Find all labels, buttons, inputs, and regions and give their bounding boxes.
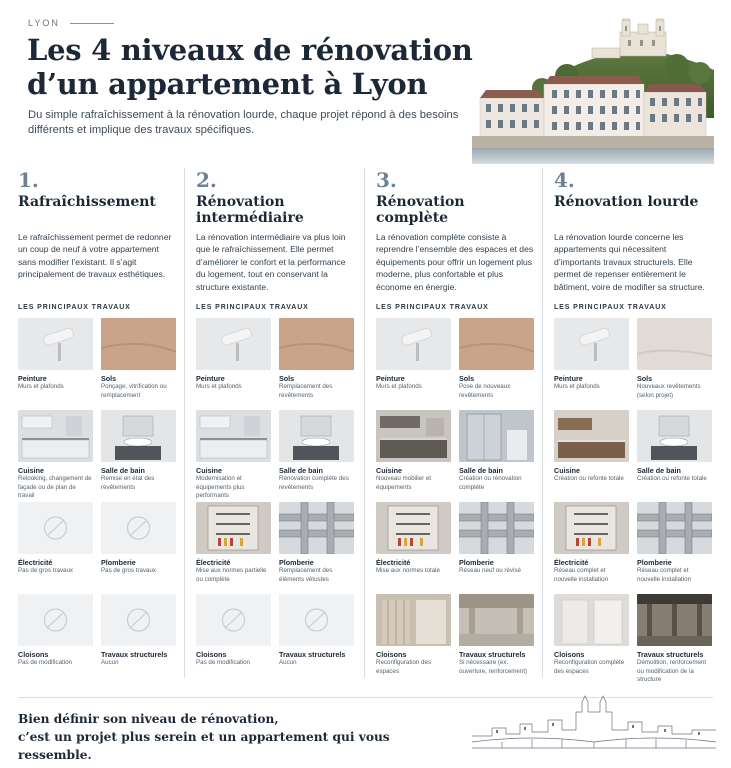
travaux-image-elec [196, 502, 271, 554]
travaux-name: Travaux structurels [637, 650, 704, 659]
travaux-description: Ponçage, vitrification ou remplacement [101, 383, 167, 399]
travaux-image-elec [554, 502, 629, 554]
travaux-image-none [18, 502, 93, 554]
level-column-2 [196, 168, 356, 680]
travaux-image-kitchen-dark [376, 410, 451, 462]
travaux-image-bath [279, 410, 354, 462]
travaux-description: Murs et plafonds [196, 383, 242, 390]
travaux-description: Modernisation et équipements plus performants [196, 475, 245, 500]
travaux-image-none [101, 502, 176, 554]
travaux-name: Électricité [554, 558, 589, 567]
travaux-image-none [279, 594, 354, 646]
travaux-item [101, 502, 176, 576]
travaux-description: Nouveau mobilier et équipements [376, 475, 432, 491]
travaux-item [279, 594, 354, 668]
page-subtitle: Du simple rafraîchissement à la rénovation lourde, chaque projet répond à des besoins différents et implique des travaux spécifiques. [28, 109, 459, 136]
travaux-image-pipes [279, 502, 354, 554]
travaux-item [279, 410, 354, 492]
travaux-item [376, 318, 451, 392]
travaux-name: Cloisons [18, 650, 49, 659]
travaux-image-floor [459, 318, 534, 370]
travaux-item [637, 594, 712, 685]
travaux-item [554, 318, 629, 392]
travaux-description: Pas de gros travaux [101, 567, 157, 574]
travaux-description: Reconfiguration complète des espaces [554, 659, 625, 675]
travaux-item [554, 502, 629, 584]
travaux-item [637, 318, 712, 400]
travaux-image-kitchen [18, 410, 93, 462]
travaux-description: Nouveaux revêtements (selon projet) [637, 383, 701, 399]
travaux-name: Sols [637, 374, 653, 383]
travaux-image-pipes [459, 502, 534, 554]
level-title: Rénovation complète [376, 194, 465, 226]
travaux-name: Cloisons [376, 650, 407, 659]
travaux-image-none [101, 594, 176, 646]
travaux-description: Réseau neuf ou révisé [459, 567, 521, 574]
travaux-item [18, 594, 93, 668]
travaux-description: Murs et plafonds [376, 383, 422, 390]
travaux-name: Peinture [376, 374, 405, 383]
level-number: 3. [376, 168, 397, 192]
travaux-heading: LES PRINCIPAUX TRAVAUX [196, 304, 309, 311]
travaux-name: Plomberie [459, 558, 494, 567]
travaux-description: Pas de modification [18, 659, 72, 666]
travaux-item [376, 410, 451, 492]
travaux-item [101, 318, 176, 400]
travaux-image-kitchen [196, 410, 271, 462]
travaux-name: Cuisine [18, 466, 44, 475]
travaux-image-floor [279, 318, 354, 370]
level-title: Rafraîchissement [18, 194, 156, 210]
kicker [28, 18, 114, 28]
travaux-item [18, 318, 93, 392]
level-number: 1. [18, 168, 39, 192]
travaux-item [376, 502, 451, 576]
travaux-image-none [196, 594, 271, 646]
travaux-item [18, 502, 93, 576]
travaux-name: Travaux structurels [459, 650, 526, 659]
travaux-item [637, 502, 712, 584]
travaux-image-walls [376, 594, 451, 646]
travaux-name: Plomberie [279, 558, 314, 567]
travaux-item [101, 410, 176, 492]
travaux-item [279, 502, 354, 584]
travaux-item [101, 594, 176, 668]
footer-message [18, 710, 438, 764]
travaux-item [279, 318, 354, 400]
travaux-image-struct-dark [637, 594, 712, 646]
travaux-name: Électricité [18, 558, 53, 567]
travaux-description: Aucun [279, 659, 297, 666]
travaux-name: Cuisine [554, 466, 580, 475]
travaux-name: Salle de bain [101, 466, 145, 475]
travaux-description: Remise en état des revêtements [101, 475, 155, 491]
travaux-description: Création ou refonte totale [637, 475, 707, 482]
travaux-name: Électricité [376, 558, 411, 567]
kicker-rule [70, 23, 114, 24]
travaux-description: Murs et plafonds [554, 383, 600, 390]
travaux-item [637, 410, 712, 484]
travaux-item [18, 410, 93, 501]
travaux-image-paint [18, 318, 93, 370]
hero-lyon-illustration [472, 18, 714, 164]
travaux-description: Pose de nouveaux revêtements [459, 383, 511, 399]
travaux-description: Démolition, renforcement ou modification de la structure [637, 659, 707, 684]
travaux-name: Sols [101, 374, 117, 383]
column-divider [364, 168, 365, 678]
travaux-heading: LES PRINCIPAUX TRAVAUX [554, 304, 667, 311]
travaux-item [196, 594, 271, 668]
travaux-name: Peinture [554, 374, 583, 383]
travaux-description: Remplacement des revêtements [279, 383, 333, 399]
travaux-name: Cuisine [196, 466, 222, 475]
travaux-description: Relooking, changement de façade ou de plan de travail [18, 475, 92, 500]
level-column-1 [18, 168, 178, 680]
travaux-description: Création ou rénovation complète [459, 475, 522, 491]
travaux-name: Sols [459, 374, 475, 383]
travaux-image-floor-light [637, 318, 712, 370]
travaux-image-shower [459, 410, 534, 462]
travaux-name: Cloisons [554, 650, 585, 659]
travaux-name: Plomberie [637, 558, 672, 567]
travaux-description: Rénovation complète des revêtements [279, 475, 349, 491]
level-title: Rénovation lourde [554, 194, 699, 210]
travaux-image-walls-light [554, 594, 629, 646]
level-description: La rénovation lourde concerne les appartements qui nécessitent d’importants travaux structurels. Elle permet de repenser entièrement le bâtiment, voire de modifier sa structure. [554, 232, 705, 292]
travaux-image-kitchen-warm [554, 410, 629, 462]
travaux-item [554, 594, 629, 676]
travaux-description: Remplacement des éléments vétustes [279, 567, 333, 583]
travaux-name: Salle de bain [279, 466, 323, 475]
level-number: 4. [554, 168, 575, 192]
travaux-image-paint [554, 318, 629, 370]
travaux-description: Si nécessaire (ex. ouverture, renforcement) [459, 659, 528, 675]
travaux-image-none [18, 594, 93, 646]
travaux-item [196, 502, 271, 584]
lyon-skyline-drawing [472, 690, 716, 750]
column-divider [184, 168, 185, 678]
travaux-description: Réseau complet et nouvelle installation [554, 567, 609, 583]
column-divider [542, 168, 543, 678]
travaux-description: Réseau complet et nouvelle installation [637, 567, 692, 583]
travaux-name: Salle de bain [459, 466, 503, 475]
travaux-item [459, 502, 534, 576]
travaux-description: Mise aux normes partielle ou complète [196, 567, 267, 583]
travaux-description: Création ou refonte totale [554, 475, 624, 482]
travaux-name: Cuisine [376, 466, 402, 475]
travaux-description: Aucun [101, 659, 119, 666]
footer-line-1: Bien définir son niveau de rénovation, [18, 712, 279, 726]
kicker-label: LYON [28, 18, 60, 28]
level-column-4 [554, 168, 714, 684]
travaux-name: Cloisons [196, 650, 227, 659]
travaux-image-bath [101, 410, 176, 462]
travaux-name: Électricité [196, 558, 231, 567]
travaux-name: Travaux structurels [101, 650, 168, 659]
travaux-item [376, 594, 451, 676]
level-description: La rénovation complète consiste à reprendre l’ensemble des espaces et des équipements pour offrir un logement plus moderne, plus confortable et plus économe en énergie. [376, 232, 534, 292]
travaux-image-paint [196, 318, 271, 370]
level-description: Le rafraîchissement permet de redonner un coup de neuf à votre appartement sans modifier l’existant. Il s’agit principalement de travaux esthétiques. [18, 232, 172, 280]
travaux-item [459, 594, 534, 676]
travaux-image-paint [376, 318, 451, 370]
travaux-image-elec [376, 502, 451, 554]
travaux-heading: LES PRINCIPAUX TRAVAUX [376, 304, 489, 311]
travaux-image-pipes [637, 502, 712, 554]
travaux-name: Travaux structurels [279, 650, 346, 659]
travaux-description: Murs et plafonds [18, 383, 64, 390]
level-column-3 [376, 168, 536, 680]
level-number: 2. [196, 168, 217, 192]
footer-line-2: c’est un projet plus serein et un appartement qui vous ressemble. [18, 730, 390, 762]
level-description: La rénovation intermédiaire va plus loin que le rafraîchissement. Elle permet d’améliorer le confort et la performance du logement, tout en conservant la structure existante. [196, 232, 346, 292]
travaux-item [554, 410, 629, 484]
travaux-item [459, 410, 534, 492]
travaux-name: Sols [279, 374, 295, 383]
travaux-name: Peinture [18, 374, 47, 383]
travaux-name: Plomberie [101, 558, 136, 567]
travaux-item [196, 410, 271, 501]
travaux-item [459, 318, 534, 400]
travaux-image-bath [637, 410, 712, 462]
travaux-name: Peinture [196, 374, 225, 383]
travaux-description: Pas de gros travaux [18, 567, 74, 574]
travaux-description: Pas de modification [196, 659, 250, 666]
travaux-name: Salle de bain [637, 466, 681, 475]
travaux-image-struct [459, 594, 534, 646]
page-title: Les 4 niveaux de rénovation d’un appartement à Lyon [27, 33, 473, 101]
travaux-heading: LES PRINCIPAUX TRAVAUX [18, 304, 131, 311]
level-title: Rénovation intermédiaire [196, 194, 304, 226]
travaux-description: Reconfiguration des espaces [376, 659, 432, 675]
travaux-item [196, 318, 271, 392]
travaux-description: Mise aux normes totale [376, 567, 440, 574]
travaux-image-floor [101, 318, 176, 370]
